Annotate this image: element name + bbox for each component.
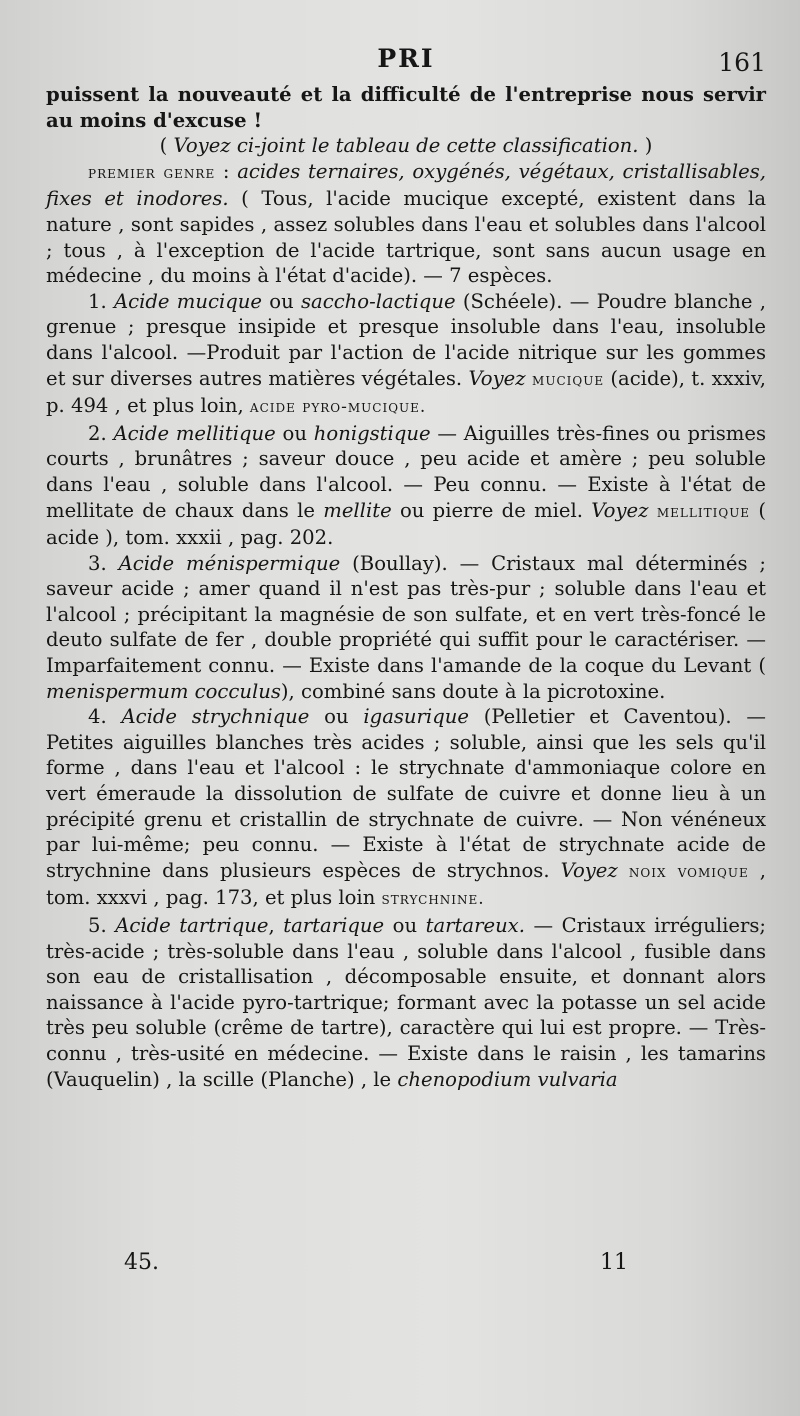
italic-run: igasurique [363, 705, 469, 729]
italic-run: Voyez [560, 858, 618, 882]
italic-run: Voyez [591, 498, 649, 522]
text-run: ou pierre de miel. [391, 498, 592, 522]
italic-run: mellite [323, 498, 392, 522]
text-run: ou [262, 289, 301, 313]
paragraph-acide-mucique [46, 289, 766, 421]
paragraph-acide-strychnique [46, 704, 766, 913]
text-run: ou [275, 421, 314, 445]
small-caps-run: premier genre [88, 162, 216, 183]
paragraph-acide-mellitique [46, 421, 766, 551]
text-run: ) [638, 134, 653, 158]
running-head: PRI [377, 44, 435, 73]
italic-run: Acide tartrique [115, 914, 269, 937]
text-run: (acide), t. xxxiv, p. 494 , et plus loin, [46, 366, 767, 418]
italic-run: acides ternaires, oxygénés, végétaux, cristallisables, fixes et inodores. [46, 159, 766, 211]
item-number: 2. [88, 421, 114, 445]
text-run: ( acide ), tom. xxxii , pag. 202. [46, 498, 766, 550]
italic-run: Voyez [468, 366, 526, 390]
paragraph-premier-genre [46, 159, 766, 289]
italic-run: Acide ménispermique [118, 551, 341, 575]
italic-run: menispermum cocculus [46, 679, 281, 703]
page-footer [46, 1250, 766, 1280]
small-caps-run: noix vomique [617, 861, 749, 882]
text-run: , [268, 914, 284, 937]
italic-run: chenopodium vulvaria [397, 1067, 618, 1091]
text-run: ou [384, 914, 426, 937]
italic-run: Voyez ci-joint le tableau de cette classification. [173, 134, 639, 158]
italic-run: Acide mellitique [113, 421, 276, 445]
text-run: (Boullay). — Cristaux mal déterminés ; saveur acide ; amer quand il n'est pas très-pur ; soluble dans l'eau et l'alcool ; précipitant la magnésie de son sulfate, et en vert très-foncé le deuto sulfate de fer , double propriété qui suffit pour le caractériser. — Imparfaitement connu. — Existe dans l'amande de la coque du Levant ( [46, 551, 766, 678]
signature-mark: 45. [124, 1250, 159, 1275]
item-number: 3. [88, 551, 119, 575]
text-run: (Schéele). — Poudre blanche , grenue ; presque insipide et presque insoluble dans l'eau, insoluble dans l'alcool. —Produit par l'action de l'acide nitrique sur les gommes et sur diverses autres matières végétales. [46, 289, 766, 390]
small-caps-run: mucique [525, 369, 605, 390]
small-caps-run: strychnine. [381, 889, 485, 910]
text-run: , tom. xxxvi , pag. 173, et plus loin [46, 858, 766, 910]
italic-run: Acide mucique [113, 289, 262, 313]
page-header [46, 44, 766, 78]
text-run: (Pelletier et Caventou). — Petites aiguilles blanches très acides ; soluble, ainsi que les sels qu'il forme , dans l'eau et l'alcool : le strychnate d'ammoniaque colore en vert émeraude la dissolution de sulfate de cuivre et donne lieu à un précipité grenu et cristallin de strychnate de cuivre. — Non vénéneux par lui-même; peu connu. — Existe à l'état de strychnate acide de strychnine dans plusieurs espèces de strychnos. [46, 705, 767, 882]
text-run: ), combiné sans doute à la picrotoxine. [280, 679, 666, 703]
paragraph-see-table [46, 133, 766, 159]
text-run: : [215, 159, 238, 183]
text-run: ou [309, 705, 364, 729]
italic-run: honigstique [313, 421, 431, 445]
italic-run: tartareux. [425, 914, 525, 937]
page-number: 161 [718, 48, 766, 77]
item-number: 1. [88, 289, 114, 313]
text-run: ( Tous, l'acide mucique excepté, existent dans la nature , sont sapides , assez solubles dans l'eau et solubles dans l'alcool ; tous , à l'exception de l'acide tartrique, sont sans aucun usage en médecine , du moins à l'état d'acide). — 7 espèces. [46, 187, 767, 288]
small-caps-run: acide pyro-mucique. [249, 397, 427, 418]
small-caps-run: mellitique [648, 501, 751, 522]
paragraph-acide-menispermique [46, 551, 766, 705]
text-run: — Aiguilles très-fines ou prismes courts , brunâtres ; saveur douce , peu acide et amère ; peu soluble dans l'eau , soluble dans l'alcool. — Peu connu. — Existe à l'état de mellitate de chaux dans le [46, 421, 766, 522]
italic-run: saccho-lactique [301, 289, 456, 313]
text-run: puissent la nouveauté et la difficulté de l'entreprise nous servir au moins d'excuse ! [46, 83, 766, 132]
paragraph-continuation [46, 82, 766, 133]
italic-run: tartarique [283, 914, 385, 937]
body-text [46, 82, 766, 1092]
item-number: 5. [88, 914, 116, 937]
italic-run: Acide strychnique [121, 705, 310, 729]
item-number: 4. [88, 705, 122, 729]
paragraph-acide-tartrique [46, 913, 766, 1092]
text-run: — Cristaux irréguliers; très-acide ; très-soluble dans l'eau , soluble dans l'alcool , fusible dans son eau de cristallisation , décomposable ensuite, et donnant alors naissance à l'acide pyro-tartrique; formant avec la potasse un sel acide très peu soluble (crême de tartre), caractère qui lui est propre. — Très-connu , très-usité en médecine. — Existe dans le raisin , les tamarins (Vauquelin) , la scille (Planche) , le [46, 914, 766, 1091]
gathering-number: 11 [600, 1250, 628, 1275]
text-run: ( [159, 134, 174, 158]
